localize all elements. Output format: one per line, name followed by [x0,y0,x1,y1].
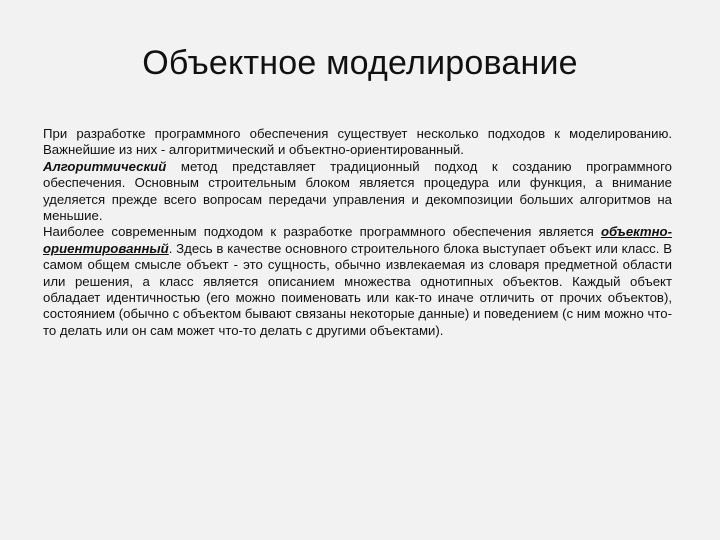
term-object-oriented: объектно-ориентированный [43,224,672,256]
paragraph-object-oriented [43,224,672,339]
paragraph-intro: При разработке программного обеспечения существует несколько подходов к моделированию. Важнейшие из них - алгоритмический и объектно-ориентированный. [43,126,672,158]
paragraph-oo-after: . Здесь в качестве основного строительного блока выступает объект или класс. В самом общем смысле объект - это сущность, обычно извлекаемая из словаря предметной области или решения, а класс является описанием множества однотипных объектов. Каждый объект обладает идентичностью (его можно поименовать или как-то иначе отличить от прочих объектов), состоянием (обычно с объектом бывают связаны некоторые данные) и поведением (с ним можно что-то делать или он сам может что-то делать с другими объектами). [43,240,672,338]
paragraph-oo-before: Наиболее современным подходом к разработке программного обеспечения является [43,224,601,240]
paragraph-algorithmic [43,159,672,225]
slide-title: Объектное моделирование [142,44,578,82]
paragraph-algorithmic-text: метод представляет традиционный подход к созданию программного обеспечения. Основным строительным блоком является процедура или функция, а внимание уделяется прежде всего вопросам передачи управления и декомпозиции больших алгоритмов на меньшие. [43,158,672,224]
slide-body [43,126,672,339]
term-algorithmic: Алгоритмический [43,158,167,174]
